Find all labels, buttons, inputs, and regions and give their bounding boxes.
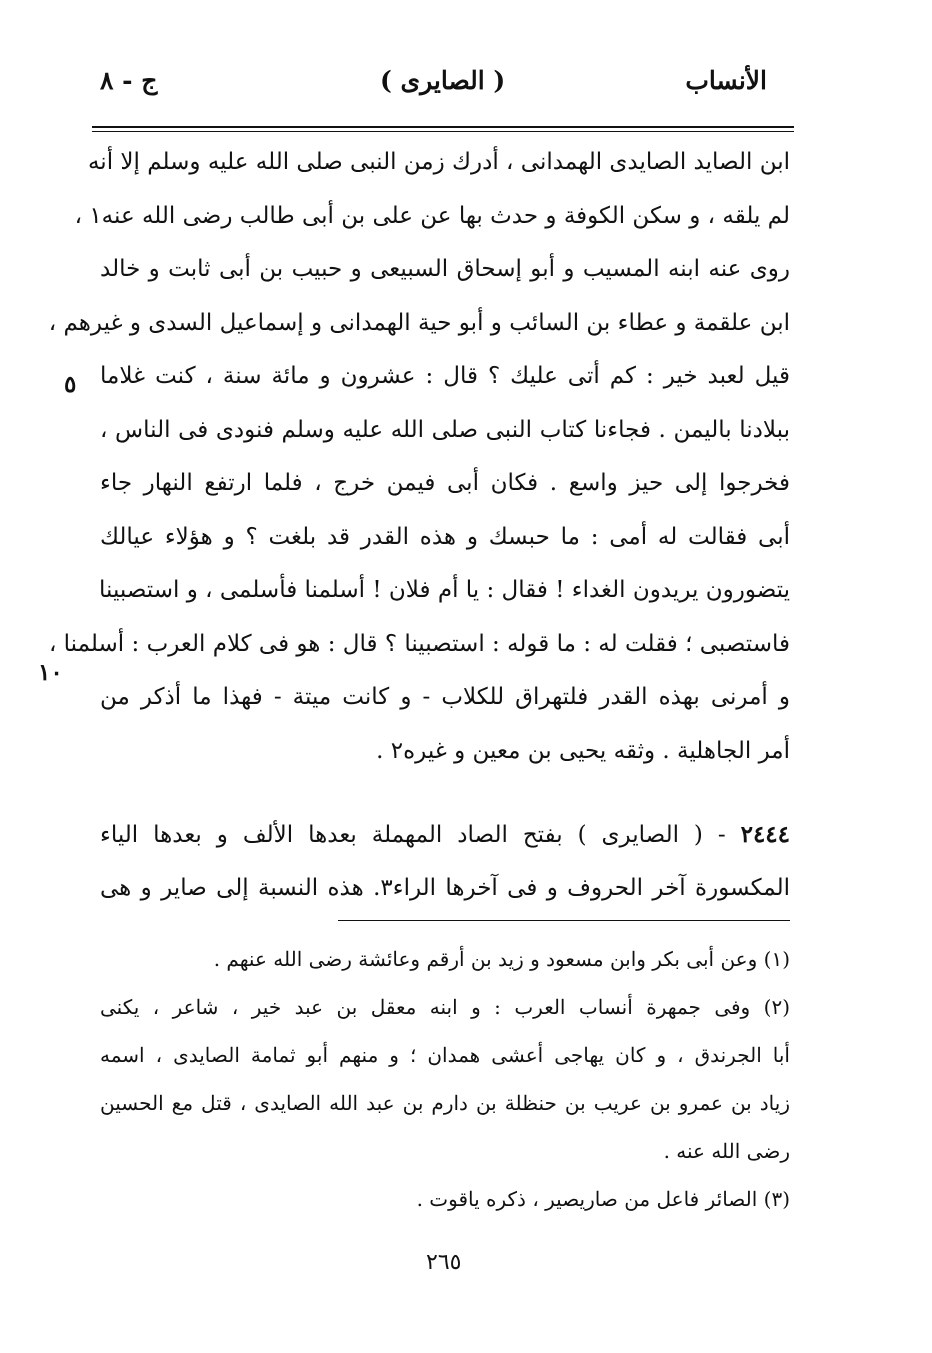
- footnote-line: أبا الجرندق ، و كان يهاجى أعشى همدان ؛ و منهم أبو ثمامة الصايدى ، اسمه: [100, 1043, 790, 1067]
- text-line: روى عنه ابنه المسيب و أبو إسحاق السبيعى و حبيب بن أبى ثابت و خالد: [100, 256, 790, 282]
- text-line: و أمرنى بهذه القدر فلتهراق للكلاب - و كانت ميتة - فهذا ما أذكر من: [100, 684, 790, 710]
- text-line: ابن علقمة و عطاء بن السائب و أبو حية الهمدانى و إسماعيل السدى و غيرهم ،: [48, 309, 790, 336]
- header-rule-thin: [92, 131, 794, 132]
- running-header-book-title: الأنساب: [685, 66, 767, 95]
- footnote-line: (١) وعن أبى بكر وابن مسعود و زيد بن أرقم وعائشة رضى الله عنهم .: [213, 947, 790, 971]
- entry-number: ٢٤٤٤: [740, 821, 791, 848]
- entry-line: [100, 808, 790, 862]
- text-line: فاستصبى ؛ فقلت له : ما قوله : استصبينا ؟ قال : هو فى كلام العرب : أسلمنا ،: [48, 630, 790, 657]
- text-line: ببلادنا باليمن . فجاءنا كتاب النبى صلى الله عليه وسلم فنودى فى الناس ،: [100, 416, 790, 443]
- footnote-line: زياد بن عمرو بن عريب بن حنظلة بن دارم بن عبد الله الصايدى ، قتل مع الحسين: [100, 1091, 790, 1115]
- entry-text: - ( الصايرى ) بفتح الصاد المهملة بعدها الألف و بعدها الياء: [100, 822, 726, 848]
- entry-line: المكسورة آخر الحروف و فى آخرها الراء٣. هذه النسبة إلى صاير و هى: [100, 874, 790, 901]
- footnote-line: (٣) الصائر فاعل من صاريصير ، ذكره ياقوت .: [416, 1187, 790, 1211]
- text-line: لم يلقه ، و سكن الكوفة و حدث بها عن على بن أبى طالب رضى الله عنه١ ،: [74, 202, 790, 229]
- entry-block: [100, 808, 790, 915]
- text-line: أمر الجاهلية . وثقه يحيى بن معين و غيره٢ .: [376, 737, 790, 764]
- margin-line-number-10: ١٠: [38, 659, 63, 686]
- margin-line-number-5: ٥: [64, 371, 77, 398]
- running-header-volume: ج - ٨: [100, 66, 158, 95]
- header-rule-thick: [92, 126, 794, 128]
- page-number: ٢٦٥: [426, 1250, 462, 1275]
- running-header-section: ( الصايرى ): [380, 66, 506, 95]
- text-line: ابن الصايد الصايدى الهمدانى ، أدرك زمن النبى صلى الله عليه وسلم إلا أنه: [87, 149, 790, 175]
- footnotes: [100, 935, 790, 1223]
- footnote-line: (٢) وفى جمهرة أنساب العرب : و ابنه معقل بن عبد خير ، شاعر ، يكنى: [100, 995, 790, 1019]
- text-line: فخرجوا إلى حيز واسع . فكان أبى فيمن خرج ، فلما ارتفع النهار جاء: [100, 470, 790, 496]
- text-line: قيل لعبد خير : كم أتى عليك ؟ قال : عشرون و مائة سنة ، كنت غلاما: [100, 363, 790, 389]
- footnote-separator: [338, 920, 790, 921]
- footnote-line: رضى الله عنه .: [663, 1139, 790, 1163]
- text-line: يتضورون يريدون الغداء ! فقال : يا أم فلان ! أسلمنا فأسلمى ، و استصبينا: [99, 577, 790, 603]
- text-line: أبى فقالت له أمى : ما حبسك و هذه القدر قد بلغت ؟ و هؤلاء عيالك: [100, 523, 790, 550]
